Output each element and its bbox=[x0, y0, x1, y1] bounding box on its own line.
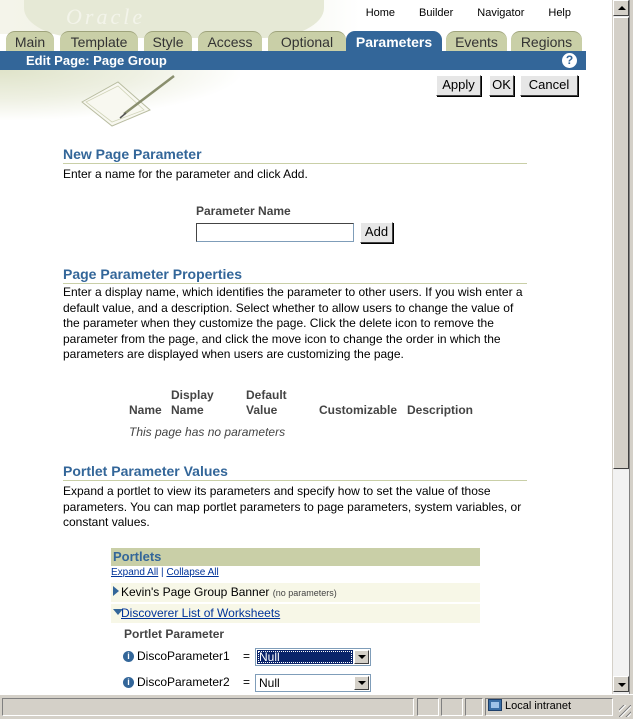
logo-text: Oracle bbox=[66, 4, 146, 29]
no-parameters-message: This page has no parameters bbox=[129, 425, 286, 439]
parameter-name-label: Parameter Name bbox=[196, 204, 291, 218]
column-display-name-top: Display bbox=[171, 388, 214, 402]
tab-events[interactable]: Events bbox=[446, 31, 507, 51]
help-icon[interactable]: ? bbox=[562, 53, 577, 68]
page-title: Edit Page: Page Group bbox=[26, 53, 167, 68]
parameter-name: DiscoParameter2 bbox=[137, 675, 230, 689]
apply-button[interactable]: Apply bbox=[436, 75, 481, 96]
page-title-bar bbox=[0, 51, 586, 70]
global-links bbox=[366, 7, 571, 19]
resize-grip-icon[interactable] bbox=[619, 705, 631, 717]
column-default-value-top: Default bbox=[246, 388, 287, 402]
parameter-name: DiscoParameter1 bbox=[137, 649, 230, 663]
tab-access[interactable]: Access bbox=[198, 31, 262, 51]
section-divider bbox=[63, 283, 527, 284]
column-display-name-bottom: Name bbox=[171, 403, 204, 417]
vertical-scrollbar[interactable] bbox=[612, 0, 629, 694]
tab-optional[interactable]: Optional bbox=[268, 31, 346, 51]
expand-all-link[interactable]: Expand All bbox=[111, 567, 159, 578]
portlet-values-heading: Portlet Parameter Values bbox=[63, 463, 228, 479]
expand-arrow-icon[interactable] bbox=[113, 586, 119, 596]
scroll-thumb[interactable] bbox=[613, 17, 629, 469]
status-bar bbox=[0, 694, 633, 719]
column-description: Description bbox=[407, 403, 474, 417]
parameter-name-input[interactable] bbox=[196, 223, 354, 242]
security-zone bbox=[488, 699, 571, 712]
navigator-link[interactable]: Navigator bbox=[477, 7, 525, 19]
status-text-pane bbox=[2, 698, 414, 716]
tab-style[interactable]: Style bbox=[144, 31, 192, 51]
zone-label: Local intranet bbox=[505, 700, 572, 712]
portlet-parameter-label: Portlet Parameter bbox=[124, 627, 225, 641]
paper-pen-icon bbox=[70, 72, 180, 128]
collapse-all-link[interactable]: Collapse All bbox=[166, 567, 219, 578]
column-customizable: Customizable bbox=[319, 403, 398, 417]
portlet-title-link[interactable]: Discoverer List of Worksheets bbox=[121, 606, 281, 620]
portlet-values-instructions: Expand a portlet to view its parameters and specify how to set the value of those parameters. You can map portlet parameters to page parameters, system variables, or constant values. bbox=[63, 484, 522, 529]
portlet-title: Kevin's Page Group Banner bbox=[121, 585, 270, 599]
tab-parameters[interactable]: Parameters bbox=[346, 31, 442, 51]
parameter-value-select[interactable] bbox=[255, 648, 371, 666]
intranet-icon bbox=[488, 699, 502, 711]
logo-banner bbox=[0, 0, 360, 34]
tab-main[interactable]: Main bbox=[6, 31, 54, 51]
new-parameter-instructions: Enter a name for the parameter and click Add. bbox=[63, 167, 308, 181]
status-pane bbox=[417, 698, 439, 716]
builder-link[interactable]: Builder bbox=[419, 7, 454, 19]
scroll-down-icon[interactable] bbox=[613, 676, 629, 692]
dropdown-arrow-icon[interactable] bbox=[354, 650, 369, 664]
portlets-title: Portlets bbox=[113, 549, 162, 564]
portlets-header bbox=[111, 548, 480, 566]
info-icon[interactable]: i bbox=[123, 651, 134, 662]
link-separator: | bbox=[161, 567, 164, 578]
info-icon[interactable]: i bbox=[123, 677, 134, 688]
section-divider bbox=[63, 480, 527, 481]
properties-heading: Page Parameter Properties bbox=[63, 266, 242, 282]
help-link[interactable]: Help bbox=[548, 7, 571, 19]
equals-sign: = bbox=[243, 649, 251, 663]
selected-value: Null bbox=[257, 650, 353, 664]
parameter-value-select[interactable] bbox=[255, 674, 371, 692]
scroll-track[interactable] bbox=[613, 470, 629, 676]
add-parameter-button[interactable]: Add bbox=[360, 222, 393, 243]
dropdown-arrow-icon[interactable] bbox=[354, 676, 369, 690]
equals-sign: = bbox=[243, 675, 251, 689]
portlet-row[interactable] bbox=[111, 583, 480, 602]
selected-value: Null bbox=[259, 676, 280, 690]
scroll-up-icon[interactable] bbox=[613, 0, 629, 16]
tab-bar bbox=[6, 31, 582, 51]
ok-button[interactable]: OK bbox=[489, 75, 514, 96]
tab-regions[interactable]: Regions bbox=[511, 31, 582, 51]
no-parameters-note: (no parameters) bbox=[272, 588, 337, 598]
tab-template[interactable]: Template bbox=[60, 31, 138, 51]
portlet-name bbox=[121, 585, 337, 599]
cancel-button[interactable]: Cancel bbox=[520, 75, 578, 96]
home-link[interactable]: Home bbox=[365, 7, 396, 19]
portlet-row[interactable] bbox=[111, 604, 480, 623]
status-pane bbox=[441, 698, 463, 716]
window-frame bbox=[629, 0, 633, 719]
status-pane bbox=[465, 698, 483, 716]
new-parameter-heading: New Page Parameter bbox=[63, 146, 202, 162]
column-default-value-bottom: Value bbox=[246, 403, 278, 417]
expand-collapse-links bbox=[111, 567, 219, 578]
properties-instructions: Enter a display name, which identifies the parameter to other users. If you wish enter a default value, and a description. Select whether to allow users to change the value of the parameter when they customize the page. Click the delete icon to remove the parameter from the page, and click the move icon to change the order in which the parameters are displayed when users are customizing the page. bbox=[63, 285, 523, 361]
column-name: Name bbox=[129, 403, 162, 417]
section-divider bbox=[63, 163, 527, 164]
